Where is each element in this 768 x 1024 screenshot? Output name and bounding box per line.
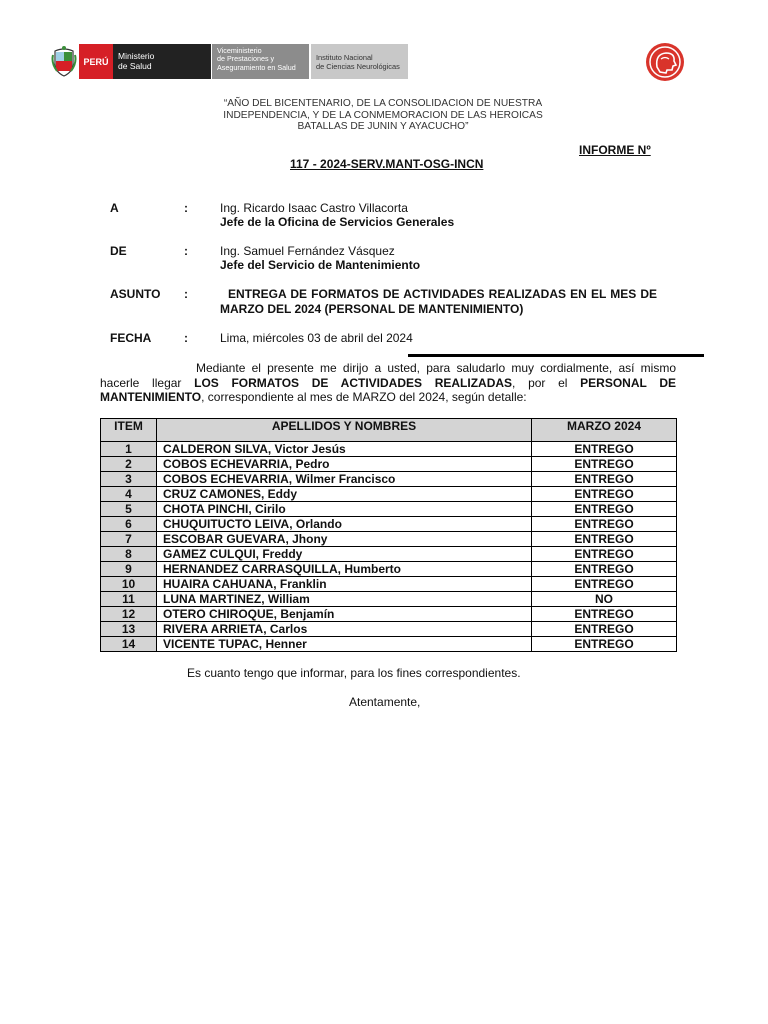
row-estado: ENTREGO bbox=[532, 487, 677, 502]
row-nombre: CRUZ CAMONES, Eddy bbox=[157, 487, 532, 502]
detail-table bbox=[100, 418, 677, 652]
row-item-number: 2 bbox=[101, 457, 157, 472]
field-de-label: DE bbox=[110, 244, 127, 258]
signoff-text: Atentamente, bbox=[349, 695, 421, 709]
table-body bbox=[101, 442, 677, 652]
row-estado: ENTREGO bbox=[532, 502, 677, 517]
row-nombre: RIVERA ARRIETA, Carlos bbox=[157, 622, 532, 637]
body-text-1: Mediante el presente me dirijo a usted, para saludarlo muy cordialmente, así mismo hacerle llegar bbox=[100, 361, 676, 390]
row-nombre: COBOS ECHEVARRIA, Wilmer Francisco bbox=[157, 472, 532, 487]
row-item-number: 12 bbox=[101, 607, 157, 622]
row-item-number: 11 bbox=[101, 592, 157, 607]
row-item-number: 13 bbox=[101, 622, 157, 637]
row-estado: ENTREGO bbox=[532, 607, 677, 622]
field-asunto-text: ENTREGA DE FORMATOS DE ACTIVIDADES REALIZADAS EN EL MES DE MARZO DEL 2024 (PERSONAL DE MANTENIMIENTO) bbox=[220, 287, 657, 316]
ministerio-line-1: Ministerio bbox=[118, 51, 155, 61]
row-nombre: LUNA MARTINEZ, William bbox=[157, 592, 532, 607]
inst-line-1: Instituto Nacional bbox=[316, 53, 373, 62]
header-nombres: APELLIDOS Y NOMBRES bbox=[157, 419, 532, 442]
divider-rule bbox=[408, 354, 704, 357]
body-bold-1: LOS FORMATOS DE ACTIVIDADES REALIZADAS bbox=[194, 375, 513, 390]
field-de-name: Ing. Samuel Fernández Vásquez bbox=[220, 244, 395, 258]
row-estado: ENTREGO bbox=[532, 577, 677, 592]
field-de-colon: : bbox=[184, 244, 188, 258]
instituto-logo bbox=[311, 44, 408, 79]
row-nombre: HERNANDEZ CARRASQUILLA, Humberto bbox=[157, 562, 532, 577]
row-item-number: 8 bbox=[101, 547, 157, 562]
field-fecha-text: Lima, miércoles 03 de abril del 2024 bbox=[220, 331, 413, 345]
row-estado: ENTREGO bbox=[532, 637, 677, 652]
body-paragraph bbox=[100, 361, 676, 405]
row-nombre: GAMEZ CULQUI, Freddy bbox=[157, 547, 532, 562]
field-fecha-colon: : bbox=[184, 331, 188, 345]
body-text-2: , por el bbox=[512, 375, 581, 390]
field-a-title: Jefe de la Oficina de Servicios Generales bbox=[220, 215, 455, 229]
inst-line-2: de Ciencias Neurológicas bbox=[316, 62, 400, 71]
field-a-label: A bbox=[110, 201, 119, 215]
table-row bbox=[101, 517, 677, 532]
table-row bbox=[101, 472, 677, 487]
vice-line-1: Viceministerio bbox=[217, 46, 262, 55]
ministerio-line-2: de Salud bbox=[118, 61, 152, 71]
table-row bbox=[101, 442, 677, 457]
row-item-number: 4 bbox=[101, 487, 157, 502]
row-nombre: CHUQUITUCTO LEIVA, Orlando bbox=[157, 517, 532, 532]
row-nombre: HUAIRA CAHUANA, Franklin bbox=[157, 577, 532, 592]
row-estado: ENTREGO bbox=[532, 457, 677, 472]
row-nombre: COBOS ECHEVARRIA, Pedro bbox=[157, 457, 532, 472]
table-row bbox=[101, 502, 677, 517]
table-row bbox=[101, 457, 677, 472]
year-motto: “AÑO DEL BICENTENARIO, DE LA CONSOLIDACION DE NUESTRA INDEPENDENCIA, Y DE LA CONMEMORACION DE LAS HEROICAS BATALLAS DE JUNIN Y AYACUCHO” bbox=[223, 98, 543, 133]
row-item-number: 14 bbox=[101, 637, 157, 652]
row-nombre: CHOTA PINCHI, Cirilo bbox=[157, 502, 532, 517]
row-item-number: 10 bbox=[101, 577, 157, 592]
table-row bbox=[101, 622, 677, 637]
vice-line-2: de Prestaciones y bbox=[217, 54, 275, 64]
vice-line-3: Aseguramiento en Salud bbox=[217, 62, 296, 72]
row-item-number: 5 bbox=[101, 502, 157, 517]
table-row bbox=[101, 577, 677, 592]
field-de-title: Jefe del Servicio de Mantenimiento bbox=[220, 258, 421, 272]
row-estado: ENTREGO bbox=[532, 562, 677, 577]
field-a-name: Ing. Ricardo Isaac Castro Villacorta bbox=[220, 201, 408, 215]
informe-label: INFORME Nº bbox=[579, 143, 651, 157]
table-row bbox=[101, 592, 677, 607]
ministerio-logo bbox=[113, 44, 211, 79]
peru-logo: PERÚ bbox=[79, 44, 113, 79]
informe-number: 117 - 2024-SERV.MANT-OSG-INCN bbox=[290, 157, 484, 171]
row-item-number: 7 bbox=[101, 532, 157, 547]
header-item: ITEM bbox=[101, 419, 157, 442]
field-asunto-label: ASUNTO bbox=[110, 287, 161, 301]
row-estado: ENTREGO bbox=[532, 517, 677, 532]
table-row bbox=[101, 532, 677, 547]
row-estado: ENTREGO bbox=[532, 532, 677, 547]
row-nombre: OTERO CHIROQUE, Benjamín bbox=[157, 607, 532, 622]
header-marzo: MARZO 2024 bbox=[532, 419, 677, 442]
body-bold-2: PERSONAL DE MANTENIMIENTO bbox=[100, 375, 676, 404]
table-header-row bbox=[101, 419, 677, 442]
peru-coat-of-arms-icon bbox=[51, 45, 77, 77]
closing-text: Es cuanto tengo que informar, para los fines correspondientes. bbox=[187, 666, 521, 680]
table-row bbox=[101, 637, 677, 652]
table-row bbox=[101, 547, 677, 562]
body-text-3: , correspondiente al mes de MARZO del 2024, según detalle: bbox=[201, 390, 527, 404]
row-estado: ENTREGO bbox=[532, 547, 677, 562]
field-asunto-colon: : bbox=[184, 287, 188, 301]
row-item-number: 3 bbox=[101, 472, 157, 487]
row-nombre: CALDERON SILVA, Victor Jesús bbox=[157, 442, 532, 457]
field-fecha-label: FECHA bbox=[110, 331, 152, 345]
row-item-number: 9 bbox=[101, 562, 157, 577]
row-item-number: 1 bbox=[101, 442, 157, 457]
incn-head-logo-icon bbox=[645, 42, 685, 82]
table-row bbox=[101, 607, 677, 622]
table-row bbox=[101, 487, 677, 502]
table-row bbox=[101, 562, 677, 577]
field-a-colon: : bbox=[184, 201, 188, 215]
row-item-number: 6 bbox=[101, 517, 157, 532]
row-nombre: VICENTE TUPAC, Henner bbox=[157, 637, 532, 652]
row-estado: NO bbox=[532, 592, 677, 607]
row-nombre: ESCOBAR GUEVARA, Jhony bbox=[157, 532, 532, 547]
viceministerio-logo bbox=[212, 44, 309, 79]
row-estado: ENTREGO bbox=[532, 622, 677, 637]
row-estado: ENTREGO bbox=[532, 442, 677, 457]
row-estado: ENTREGO bbox=[532, 472, 677, 487]
